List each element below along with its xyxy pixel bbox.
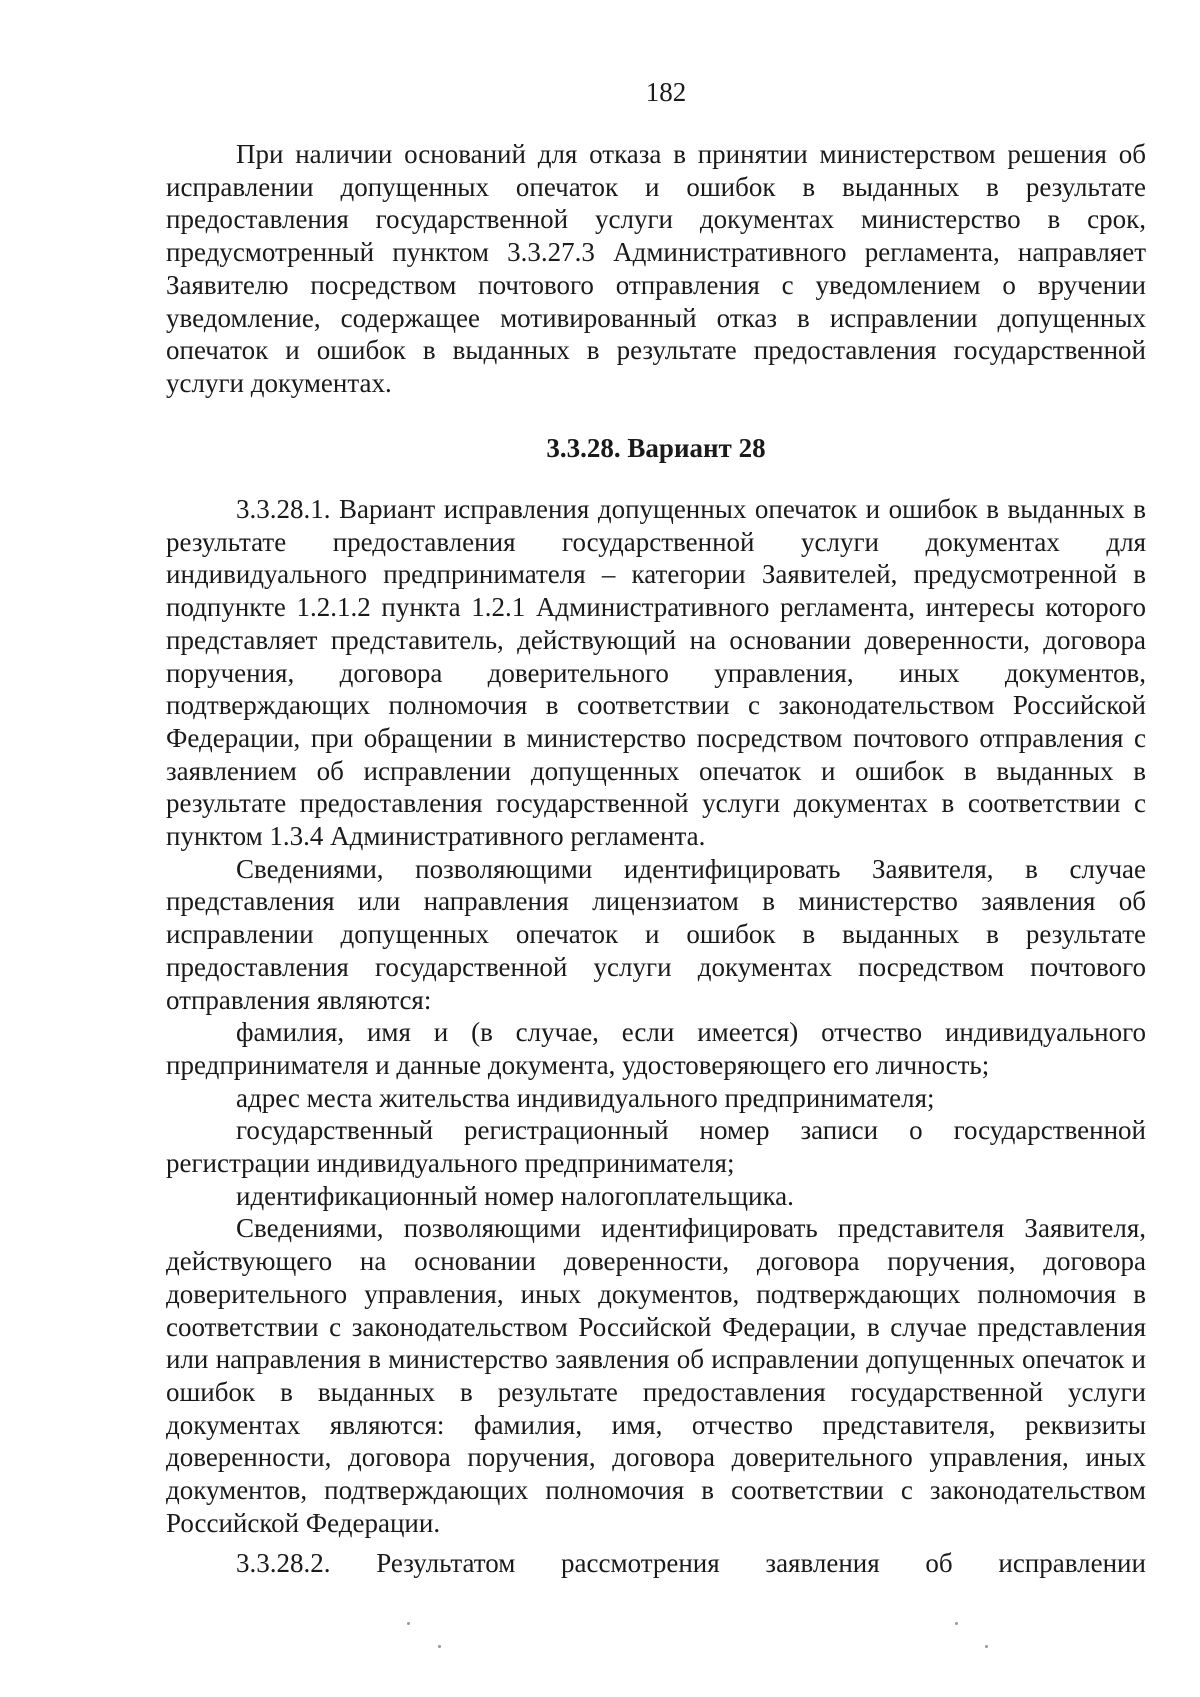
paragraph: При наличии оснований для отказа в принятии министерством решения об исправлении допущенных опечаток и ошибок в выданных в результате предоставления государственной услуги документах министерство в срок, предусмотренный пунктом 3.3.27.3 Административного регламента, направляет Заявителю посредством почтового отправления с уведомлением о вручении уведомление, содержащее мотивированный отказ в исправлении допущенных опечаток и ошибок в выданных в результате предоставления государственной услуги документах. xyxy=(166,139,1146,398)
section-heading: 3.3.28. Вариант 28 xyxy=(546,433,766,463)
intro-text-block xyxy=(166,138,1146,400)
paragraph: адрес места жительства индивидуального предпринимателя; xyxy=(236,1082,935,1113)
paragraph: 3.3.28.1. Вариант исправления допущенных опечаток и ошибок в выданных в результате предоставления государственной услуги документах для индивидуального предпринимателя – категории Заявителей, предусмотренной в подпункте 1.2.1.2 пункта 1.2.1 Административного регламента, интересы которого представляет представитель, действующий на основании доверенности, договора поручения, договора доверительного управления, иных документов, подтверждающих полномочия в соответствии с законодательством Российской Федерации, при обращении в министерство посредством почтового отправления с заявлением об исправлении допущенных опечаток и ошибок в выданных в результате предоставления государственной услуги документах в соответствии с пунктом 1.3.4 Административного регламента. xyxy=(166,494,1146,852)
word: Результатом xyxy=(376,1548,516,1578)
continuation-line xyxy=(236,1547,1146,1580)
paragraph: государственный регистрационный номер записи о государственной регистрации индивидуального предпринимателя; xyxy=(166,1115,1146,1179)
paragraph: Сведениями, позволяющими идентифицировать Заявителя, в случае представления или направления лицензиатом в министерство заявления об исправлении допущенных опечаток и ошибок в выданных в результате предоставления государственной услуги документах посредством почтового отправления являются: xyxy=(166,853,1146,1015)
word: об xyxy=(925,1548,953,1578)
main-text-block xyxy=(166,493,1146,1540)
scan-speck xyxy=(438,1645,441,1648)
word: заявления xyxy=(765,1548,880,1578)
paragraph: идентификационный номер налогоплательщика. xyxy=(236,1180,794,1211)
word: исправлении xyxy=(998,1548,1146,1578)
word: рассмотрения xyxy=(561,1548,720,1578)
paragraph: Сведениями, позволяющими идентифицировать представителя Заявителя, действующего на основании доверенности, договора поручения, договора доверительного управления, иных документов, подтверждающих полномочия в соответствии с законодательством Российской Федерации, в случае представления или направления в министерство заявления об исправлении допущенных опечаток и ошибок в выданных в результате предоставления государственной услуги документах являются: фамилия, имя, отчество представителя, реквизиты доверенности, договора поручения, договора доверительного управления, иных документов, подтверждающих полномочия в соответствии с законодательством Российской Федерации. xyxy=(166,1213,1146,1538)
scan-speck xyxy=(955,1622,958,1625)
scan-speck xyxy=(985,1645,988,1648)
word: 3.3.28.2. xyxy=(236,1548,331,1578)
scan-speck xyxy=(407,1622,410,1625)
page-number: 182 xyxy=(645,77,687,107)
paragraph: фамилия, имя и (в случае, если имеется) отчество индивидуального предпринимателя и данные документа, удостоверяющего его личность; xyxy=(166,1017,1146,1080)
